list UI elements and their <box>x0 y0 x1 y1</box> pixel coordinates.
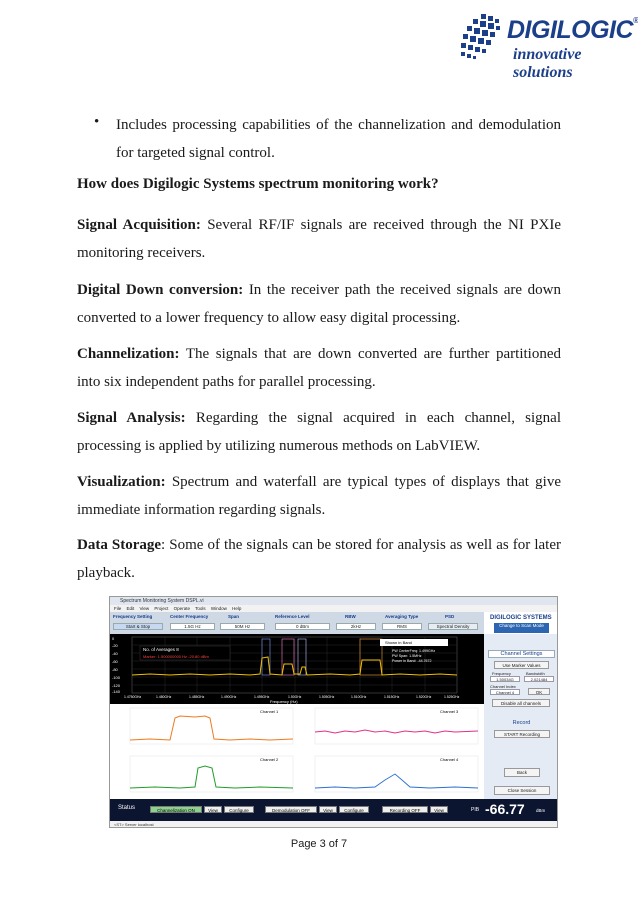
frequency-input[interactable]: 1.50034G <box>490 676 520 682</box>
paragraph-signal-analysis: Signal Analysis: Regarding the signal acquired in each channel, signal processing is applied by utilizing numerous methods on LabVIEW. <box>77 410 562 454</box>
shown-in-band-select[interactable]: Shown in Band <box>385 640 412 645</box>
pw-span: PW Span: 1.5MHz <box>392 654 422 658</box>
span-label: Span <box>228 614 240 619</box>
status-bar <box>110 799 558 821</box>
view-button-1[interactable]: View <box>204 806 222 813</box>
xtick: 1.490GHz <box>221 695 237 699</box>
recording-toggle[interactable]: Recording OFF <box>382 806 428 813</box>
ref-level-input[interactable]: 0 dBm <box>275 623 330 630</box>
bandwidth-input[interactable]: 2.021484 <box>524 676 554 682</box>
section-question: How does Digilogic Systems spectrum monitoring work? <box>77 176 439 192</box>
avg-type-select[interactable]: RMS <box>382 623 422 630</box>
xtick: 1.520GHz <box>416 695 432 699</box>
freq-setting-label: Frequency Setting <box>113 614 153 619</box>
x-axis-label: Frequency (Hz) <box>270 699 298 704</box>
close-session-button[interactable]: Close Session <box>494 786 550 795</box>
ytick: -80 <box>112 667 118 672</box>
xtick: 1.4750GHz <box>124 695 142 699</box>
logo-brand: DIGILOGIC® <box>507 16 638 44</box>
avg-type-label: Averaging Type <box>385 614 419 619</box>
channel-settings-header: Channel Settings <box>488 650 555 658</box>
frequency-label: Frequency <box>492 671 511 676</box>
paragraph-signal-acquisition: Signal Acquisition: Several RF/IF signals are received through the NI PXIe monitoring receivers. <box>77 217 561 261</box>
configure-button-2[interactable]: Configure <box>339 806 369 813</box>
embedded-screenshot <box>109 596 558 828</box>
control-bar <box>110 612 484 634</box>
channel-3-label: Channel 3 <box>440 709 459 714</box>
ytick: -60 <box>112 659 118 664</box>
ytick: -140 <box>112 689 121 694</box>
ytick: -120 <box>112 683 121 688</box>
view-button-3[interactable]: View <box>430 806 448 813</box>
page-number: Page 3 of 7 <box>290 838 348 850</box>
ytick: -40 <box>112 651 118 656</box>
configure-button-1[interactable]: Configure <box>224 806 254 813</box>
server-footer: <ST> Server localhost <box>110 821 558 828</box>
paragraph-channelization: Channelization: The signals that are down converted are further partitioned into six independent paths for parallel processing. <box>77 346 561 390</box>
pib-label: PIB <box>471 807 480 813</box>
center-freq-label: Center Frequency <box>170 614 209 619</box>
rbw-label: RBW <box>345 614 356 619</box>
right-sidebar <box>484 634 558 799</box>
status-label: Status <box>118 805 136 811</box>
paragraph-data-storage: Data Storage: Some of the signals can be stored for analysis as well as for later playback. <box>77 537 561 581</box>
bandwidth-label: Bandwidth <box>526 671 545 676</box>
logo-tagline: innovative solutions <box>513 46 582 81</box>
channelization-toggle[interactable]: Channelization ON <box>150 806 202 813</box>
view-button-2[interactable]: View <box>319 806 337 813</box>
ref-level-label: Reference Level <box>275 614 310 619</box>
bullet-text: Includes processing capabilities of the channelization and demodulation for targeted signal control. <box>116 117 561 161</box>
marker-readout: Marker: 1.500000000 Hz -20.80 dBm <box>143 654 209 659</box>
xtick: 1.480GHz <box>156 695 172 699</box>
channel-plots-svg <box>110 704 484 799</box>
span-input[interactable]: 50M Hz <box>220 623 265 630</box>
demodulation-toggle[interactable]: Demodulation OFF <box>265 806 317 813</box>
start-recording-button[interactable]: START Recording <box>494 730 550 738</box>
menu-bar: File Edit View Project Operate Tools Window Help <box>110 605 557 612</box>
paragraph-ddc: Digital Down conversion: In the receiver path the received signals are down converted to a lower frequency to allow easy digital processing. <box>77 282 561 326</box>
disable-all-channels-button[interactable]: Disable all channels <box>492 699 550 707</box>
xtick: 1.495GHz <box>254 695 270 699</box>
channel-1-trace <box>130 716 293 740</box>
channel-4-trace <box>315 774 478 788</box>
start-stop-button[interactable]: Start & Stop <box>113 623 163 630</box>
ytick: -20 <box>112 643 118 648</box>
pib-value: -66.77 <box>485 801 525 817</box>
channel-2-trace <box>130 766 293 788</box>
pw-center-freq: PW CenterFreq: 1.499GHz <box>392 649 436 653</box>
xtick: 1.515GHz <box>384 695 400 699</box>
xtick: 1.505GHz <box>319 695 335 699</box>
channel-index-select[interactable]: Channel 4 <box>490 689 520 695</box>
xtick: 1.50GHz <box>288 695 302 699</box>
rbw-input[interactable]: 2kHz <box>336 623 376 630</box>
channel-index-label: Channel Index <box>490 684 516 689</box>
xtick: 1.485GHz <box>189 695 205 699</box>
channel-plots <box>110 704 484 799</box>
center-freq-input[interactable]: 1.5G Hz <box>170 623 215 630</box>
ok-button[interactable]: OK <box>528 688 550 695</box>
use-marker-values-button[interactable]: Use Marker Values <box>494 661 549 669</box>
brand-panel <box>484 612 558 634</box>
brand-title: DIGILOGIC SYSTEMS <box>490 615 552 621</box>
channel-2-label: Channel 2 <box>260 757 279 762</box>
channel-1-label: Channel 1 <box>260 709 279 714</box>
main-spectrum-svg <box>110 634 484 704</box>
logo-globe-icon <box>455 10 510 70</box>
digilogic-logo <box>455 10 638 81</box>
xtick: 1.510GHz <box>351 695 367 699</box>
channel-4-label: Channel 4 <box>440 757 459 762</box>
record-header: Record <box>512 720 531 726</box>
back-button[interactable]: Back <box>504 768 540 777</box>
power-in-band: Power in Band: -44.7672 <box>392 659 432 663</box>
bullet-dot: • <box>94 114 100 130</box>
pib-unit: dBm <box>536 808 546 813</box>
psd-label: PSD <box>445 614 455 619</box>
main-spectrum-plot <box>110 634 484 704</box>
xtick: 1.525GHz <box>444 695 460 699</box>
paragraph-visualization: Visualization: Spectrum and waterfall are typical types of displays that give immediate information regarding signals. <box>77 474 561 518</box>
ytick: -100 <box>112 675 121 680</box>
window-title: Spectrum Monitoring System DSPL.vi <box>110 597 557 605</box>
psd-select[interactable]: Spectral Density <box>428 623 478 630</box>
scan-mode-button[interactable]: Change to Scan Mode <box>494 623 549 633</box>
channel-3-trace <box>315 730 478 733</box>
ytick: 0 <box>112 636 115 641</box>
averages-readout: No. of Averages 8 <box>143 647 179 652</box>
